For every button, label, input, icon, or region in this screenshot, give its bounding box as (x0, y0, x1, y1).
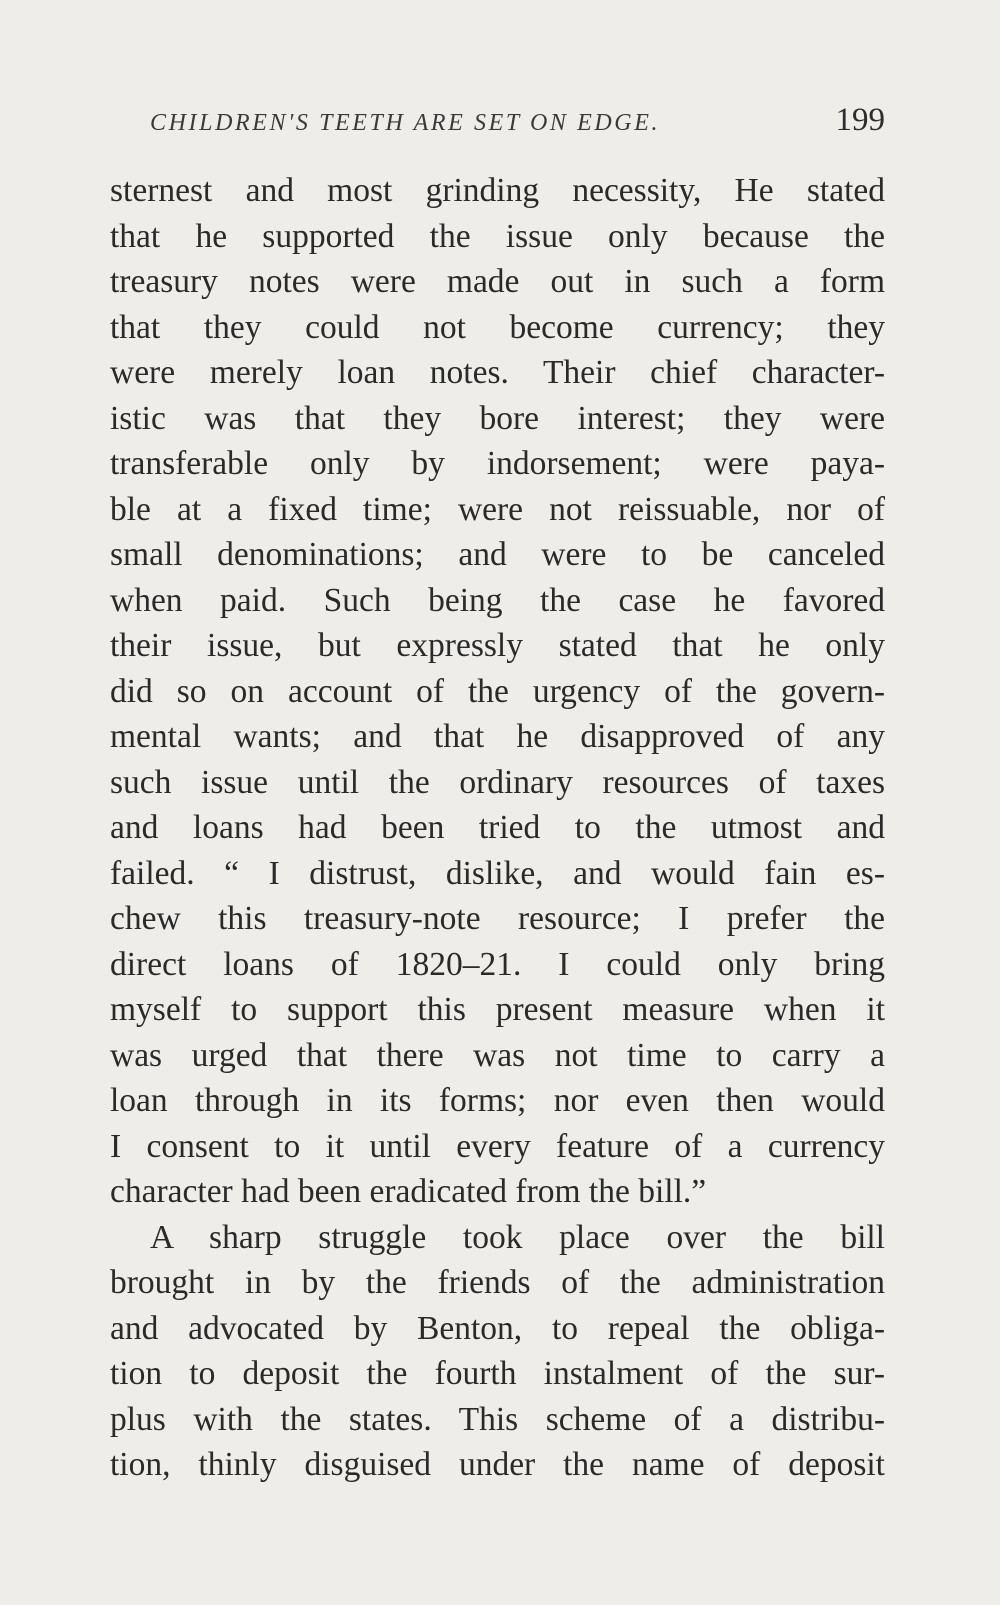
text-line: plus with the states. This scheme of a distribu- (110, 1400, 885, 1438)
text-line: mental wants; and that he disapproved of any (110, 718, 885, 755)
text-line: A sharp struggle took place over the bill (150, 1218, 885, 1256)
page-number: 199 (835, 102, 885, 138)
text-line: that they could not become currency; they (110, 308, 885, 346)
text-line: such issue until the ordinary resources of taxes (110, 763, 885, 801)
text-line: istic was that they bore interest; they were (110, 399, 885, 437)
text-line: when paid. Such being the case he favored (110, 581, 885, 619)
text-line: direct loans of 1820–21. I could only bring (110, 945, 885, 983)
text-line: transferable only by indorsement; were paya- (110, 445, 885, 482)
text-line: their issue, but expressly stated that he only (110, 627, 885, 664)
text-line: ble at a fixed time; were not reissuable, nor of (110, 490, 885, 528)
text-line: small denominations; and were to be canceled (110, 536, 885, 573)
text-line: brought in by the friends of the administration (110, 1264, 885, 1301)
body-text (110, 168, 885, 1488)
text-line: sternest and most grinding necessity, He stated (110, 172, 885, 209)
running-title: CHILDREN'S TEETH ARE SET ON EDGE. (150, 110, 661, 136)
text-line: tion to deposit the fourth instalment of the sur- (110, 1355, 885, 1392)
running-head (110, 102, 885, 142)
text-line: was urged that there was not time to carry a (110, 1036, 885, 1074)
text-line: character had been eradicated from the bill.” (110, 1173, 707, 1210)
text-line: chew this treasury-note resource; I prefer the (110, 900, 885, 937)
text-line: and advocated by Benton, to repeal the obliga- (110, 1309, 885, 1347)
text-line: myself to support this present measure when it (110, 991, 885, 1028)
text-line: loan through in its forms; nor even then would (110, 1082, 885, 1119)
text-line: failed. “ I distrust, dislike, and would fain es- (110, 854, 885, 892)
text-line: that he supported the issue only because the (110, 217, 885, 255)
text-line: treasury notes were made out in such a form (110, 263, 885, 300)
text-line: I consent to it until every feature of a currency (110, 1127, 885, 1165)
text-line: and loans had been tried to the utmost and (110, 809, 885, 846)
text-line: tion, thinly disguised under the name of deposit (110, 1446, 885, 1483)
text-line: did so on account of the urgency of the govern- (110, 672, 885, 710)
text-line: were merely loan notes. Their chief character- (110, 354, 885, 391)
